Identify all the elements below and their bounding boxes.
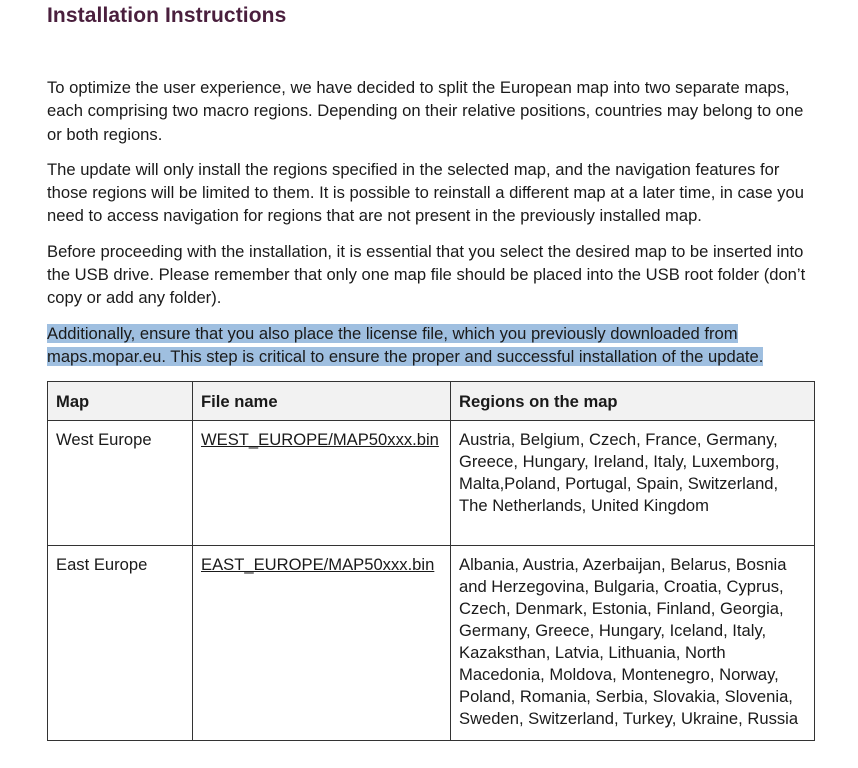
map-cell: West Europe xyxy=(48,421,193,546)
paragraph-license-highlighted[interactable] xyxy=(47,322,817,369)
file-link-west-europe[interactable]: WEST_EUROPE/MAP50xxx.bin xyxy=(201,430,439,450)
map-cell: East Europe xyxy=(48,546,193,741)
maps-table xyxy=(47,381,815,741)
document-body xyxy=(47,76,817,741)
paragraph-intro: To optimize the user experience, we have decided to split the European map into two separate maps, each comprising two macro regions. Depending on their relative positions, countries may belong to one or both regions. xyxy=(47,78,804,144)
file-cell xyxy=(193,421,451,546)
paragraph-usb-instructions: Before proceeding with the installation, it is essential that you select the desired map to be inserted into the USB drive. Please remember that only one map file should be placed into the USB root folder (don’t copy or add any folder). xyxy=(47,241,806,308)
table-header-row xyxy=(48,382,815,421)
column-header-regions: Regions on the map xyxy=(451,382,815,421)
page-title: Installation Instructions xyxy=(47,4,287,27)
table-row xyxy=(48,546,815,741)
selected-text[interactable]: Additionally, ensure that you also place the license file, which you previously downloaded from maps.mopar.eu. This step is critical to ensure the proper and successful installation of the update. xyxy=(47,323,764,366)
table-row xyxy=(48,421,815,546)
file-link-east-europe[interactable]: EAST_EUROPE/MAP50xxx.bin xyxy=(201,555,435,575)
column-header-file-name: File name xyxy=(193,382,451,421)
regions-cell: Austria, Belgium, Czech, France, Germany, Greece, Hungary, Ireland, Italy, Luxemborg, Malta,Poland, Portugal, Spain, Switzerland, The Netherlands, United Kingdom xyxy=(451,421,815,546)
file-cell xyxy=(193,546,451,741)
paragraph-update-scope: The update will only install the regions specified in the selected map, and the navigation features for those regions will be limited to them. It is possible to reinstall a different map at a later time, in case you need to access navigation for regions that are not present in the previously installed map. xyxy=(47,159,804,226)
regions-cell: Albania, Austria, Azerbaijan, Belarus, Bosnia and Herzegovina, Bulgaria, Croatia, Cyprus, Czech, Denmark, Estonia, Finland, Georgia, Germany, Greece, Hungary, Iceland, Italy, Kazaksthan, Latvia, Lithuania, North Macedonia, Moldova, Montenegro, Norway, Poland, Romania, Serbia, Slovakia, Slovenia, Sweden, Switzerland, Turkey, Ukraine, Russia xyxy=(451,546,815,741)
column-header-map: Map xyxy=(48,382,193,421)
